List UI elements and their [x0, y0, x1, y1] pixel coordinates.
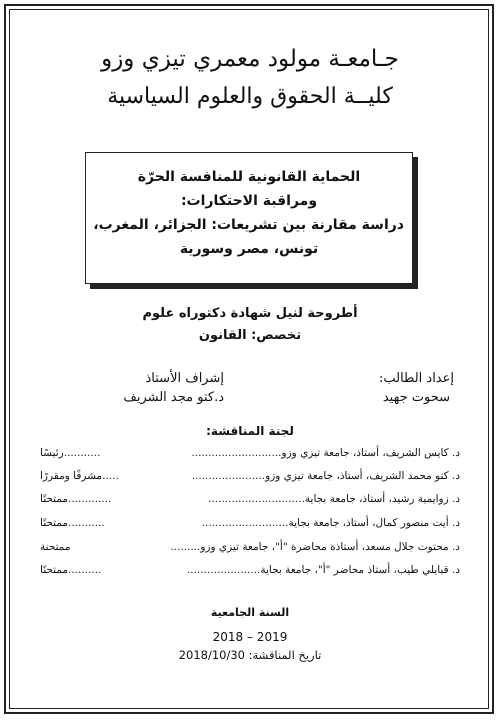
committee-member-info: د. كايس الشريف، أستاذ، جامعة تيزي وزو...........................: [191, 447, 460, 459]
committee-member-info: د. قبايلي طيب، أستاذ محاضر "أ"، جامعة بجاية......................: [186, 564, 460, 576]
thesis-specialty: تخصص: القانون: [198, 328, 302, 343]
committee-member: [40, 540, 460, 554]
academic-year-label: السنة الجامعية: [210, 606, 290, 619]
supervisor-name: د.كتو مجد الشريف: [123, 390, 224, 405]
committee-member-role: ...........رئيسًا: [40, 447, 101, 459]
committee-member: [40, 563, 460, 577]
faculty-name: كليــة الحقوق والعلوم السياسية: [107, 84, 393, 109]
prepared-by-label: إعداد الطالب:: [378, 371, 454, 386]
thesis-title-box: [85, 152, 413, 284]
committee-member-role: ممتحنة: [40, 541, 71, 553]
thesis-degree: أطروحة لنيل شهادة دكتوراه علوم: [142, 306, 358, 321]
committee-member: [40, 516, 460, 530]
committee-member-role: .....مشرفًا ومقررًا: [40, 470, 119, 482]
committee-member-role: ...........ممتحنًا: [40, 517, 105, 529]
thesis-title-line-4: تونس، مصر وسورية: [179, 241, 319, 257]
committee-member-role: .............ممتحنًا: [40, 493, 112, 505]
defense-date: تاريخ المناقشة: 2018/10/30: [178, 648, 322, 662]
committee-member: [40, 469, 460, 483]
academic-year-value: 2018 – 2019: [212, 630, 288, 644]
committee-member-info: د. زوايمية رشيد، أستاذ، جامعة بجاية.............................: [208, 493, 460, 505]
student-name: سحوت جهيد: [382, 390, 450, 405]
committee-member-role: ..........ممتحنًا: [40, 564, 102, 576]
thesis-title-line-1: الحماية القانونية للمنافسة الحرّة: [137, 169, 361, 185]
page-border-inner: [9, 9, 489, 709]
committee-member-info: د. كتو محمد الشريف، أستاذ، جامعة تيزي وزو......................: [191, 470, 460, 482]
university-name: جـامعـة مولود معمري تيزي وزو: [101, 46, 399, 72]
committee-member-info: د. أيت منصور كمال، أستاذ، جامعة بجاية..........................: [201, 517, 460, 529]
committee-member: [40, 492, 460, 506]
supervision-label: إشراف الأستاذ: [145, 371, 224, 386]
thesis-title-line-3: دراسة مقارنة بين تشريعات: الجزائر، المغرب،: [93, 217, 404, 233]
committee-member-info: د. محتوت جلال مسعد، أستاذة محاضرة "أ"، جامعة تيزي وزو.........: [170, 541, 460, 553]
committee-title: لجنة المناقشة:: [206, 424, 294, 438]
committee-member: [40, 446, 460, 460]
thesis-title-line-2: ومراقبة الاحتكارات:: [180, 193, 318, 209]
